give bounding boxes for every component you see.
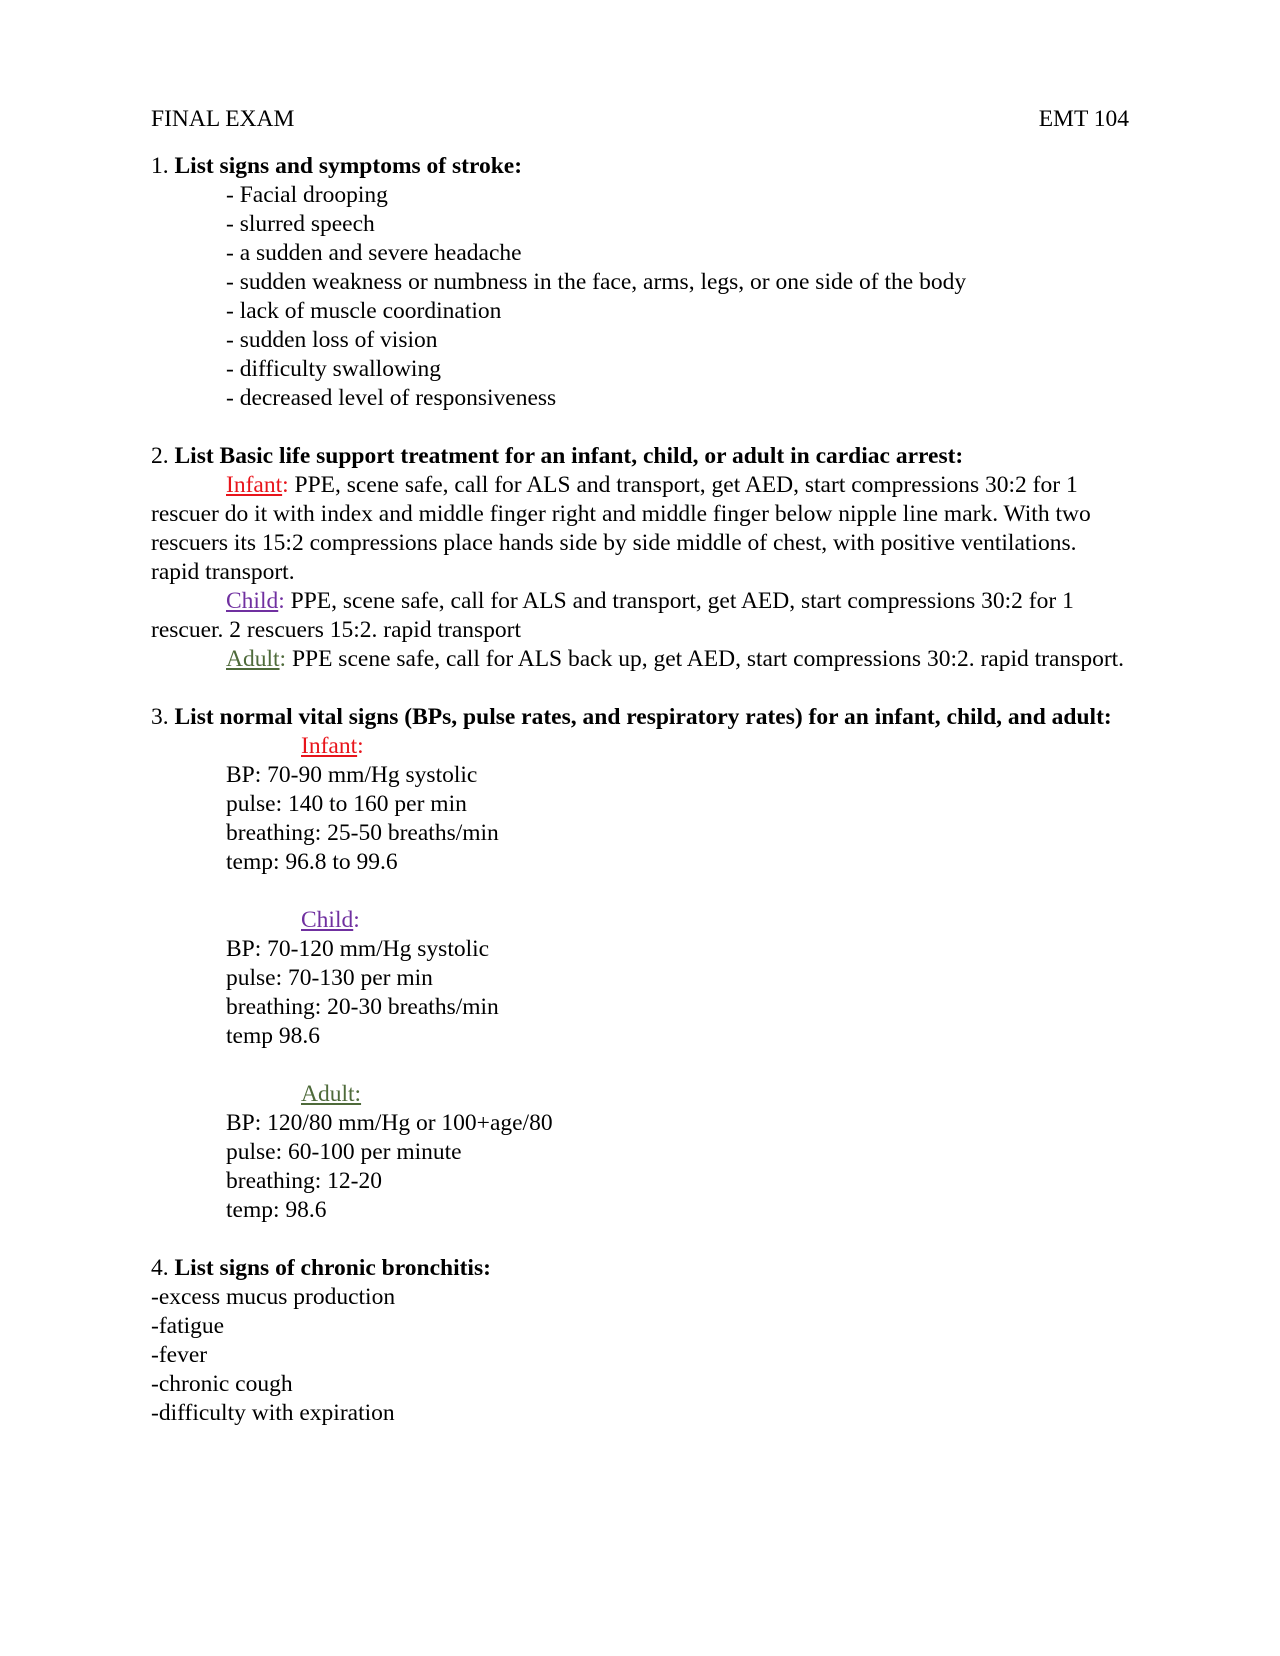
list-item: - sudden loss of vision <box>226 327 438 353</box>
spacer <box>151 413 1129 442</box>
vital-line: breathing: 25-50 breaths/min <box>226 820 499 846</box>
vital-line: BP: 70-90 mm/Hg systolic <box>226 762 478 788</box>
spacer <box>151 1225 1129 1254</box>
list-item: - difficulty swallowing <box>226 356 441 382</box>
question-2-heading <box>151 442 1129 471</box>
vital-line: breathing: 12-20 <box>226 1168 382 1194</box>
adult-label: Adult <box>226 646 280 672</box>
question-4-number: 4. <box>151 1255 175 1281</box>
question-3-number: 3. <box>151 704 175 730</box>
vitals-infant-colon: : <box>357 733 364 759</box>
spacer <box>151 1051 1129 1080</box>
vital-line: temp: 98.6 <box>226 1197 327 1223</box>
question-4 <box>151 1254 1129 1428</box>
list-item: - sudden weakness or numbness in the face, arms, legs, or one side of the body <box>226 269 967 295</box>
vital-line: temp 98.6 <box>226 1023 320 1049</box>
question-1-title: List signs and symptoms of stroke: <box>174 153 523 179</box>
child-label: Child <box>226 588 279 614</box>
list-item: - decreased level of responsiveness <box>226 385 557 411</box>
header-title: FINAL EXAM <box>151 106 295 132</box>
vitals-child-label: Child <box>301 907 354 933</box>
page-header <box>151 105 1129 134</box>
question-1-heading <box>151 152 1129 181</box>
bls-adult-paragraph <box>151 645 1129 674</box>
vitals-infant-heading <box>151 732 1129 761</box>
list-item: - a sudden and severe headache <box>226 240 522 266</box>
vitals-adult-heading <box>151 1080 1129 1109</box>
bls-infant-text: PPE, scene safe, call for ALS and transport, get AED, start compressions 30:2 for 1 rescuer do it with index and middle finger right and middle finger below nipple line mark. With two rescuers its 15:2 compressions place hands side by side middle of chest, with positive ventilations. rapid transport. <box>151 472 1091 585</box>
question-3-title: List normal vital signs (BPs, pulse rates, and respiratory rates) for an infant, child, and adult: <box>174 704 1112 730</box>
vital-line: breathing: 20-30 breaths/min <box>226 994 499 1020</box>
vital-line: pulse: 140 to 160 per min <box>226 791 467 817</box>
vitals-child-colon: : <box>353 907 360 933</box>
spacer <box>151 674 1129 703</box>
question-1-number: 1. <box>151 153 175 179</box>
vital-line: pulse: 60-100 per minute <box>226 1139 462 1165</box>
list-item: - lack of muscle coordination <box>226 298 502 324</box>
list-item: - slurred speech <box>226 211 375 237</box>
child-colon: : <box>278 588 285 614</box>
adult-colon: : <box>279 646 287 672</box>
vital-line: temp: 96.8 to 99.6 <box>226 849 398 875</box>
infant-label: Infant <box>226 472 283 498</box>
list-item: -fever <box>151 1342 208 1368</box>
question-4-title: List signs of chronic bronchitis: <box>174 1255 491 1281</box>
list-item: -fatigue <box>151 1313 225 1339</box>
vital-line: pulse: 70-130 per min <box>226 965 433 991</box>
list-item: -excess mucus production <box>151 1284 396 1310</box>
document-page <box>151 105 1129 1428</box>
vitals-adult-label: Adult: <box>301 1081 362 1107</box>
question-1 <box>151 152 1129 413</box>
bls-child-text: PPE, scene safe, call for ALS and transport, get AED, start compressions 30:2 for 1 rescuer. 2 rescuers 15:2. rapid transport <box>151 588 1074 643</box>
list-item: -difficulty with expiration <box>151 1400 395 1426</box>
bls-child-paragraph <box>151 587 1129 645</box>
vitals-infant-label: Infant <box>301 733 358 759</box>
vital-line: BP: 70-120 mm/Hg systolic <box>226 936 490 962</box>
spacer <box>151 877 1129 906</box>
question-2-number: 2. <box>151 443 175 469</box>
infant-colon: : <box>282 472 289 498</box>
bls-infant-paragraph <box>151 471 1129 587</box>
question-4-heading <box>151 1254 1129 1283</box>
question-3-heading <box>151 703 1129 732</box>
list-item: -chronic cough <box>151 1371 293 1397</box>
question-2 <box>151 442 1129 674</box>
vital-line: BP: 120/80 mm/Hg or 100+age/80 <box>226 1110 553 1136</box>
list-item: - Facial drooping <box>226 182 388 208</box>
header-course: EMT 104 <box>1038 106 1129 132</box>
question-3 <box>151 703 1129 1225</box>
vitals-child-heading <box>151 906 1129 935</box>
question-2-title: List Basic life support treatment for an infant, child, or adult in cardiac arrest: <box>174 443 964 469</box>
bls-adult-text: PPE scene safe, call for ALS back up, get AED, start compressions 30:2. rapid transport. <box>286 646 1125 672</box>
